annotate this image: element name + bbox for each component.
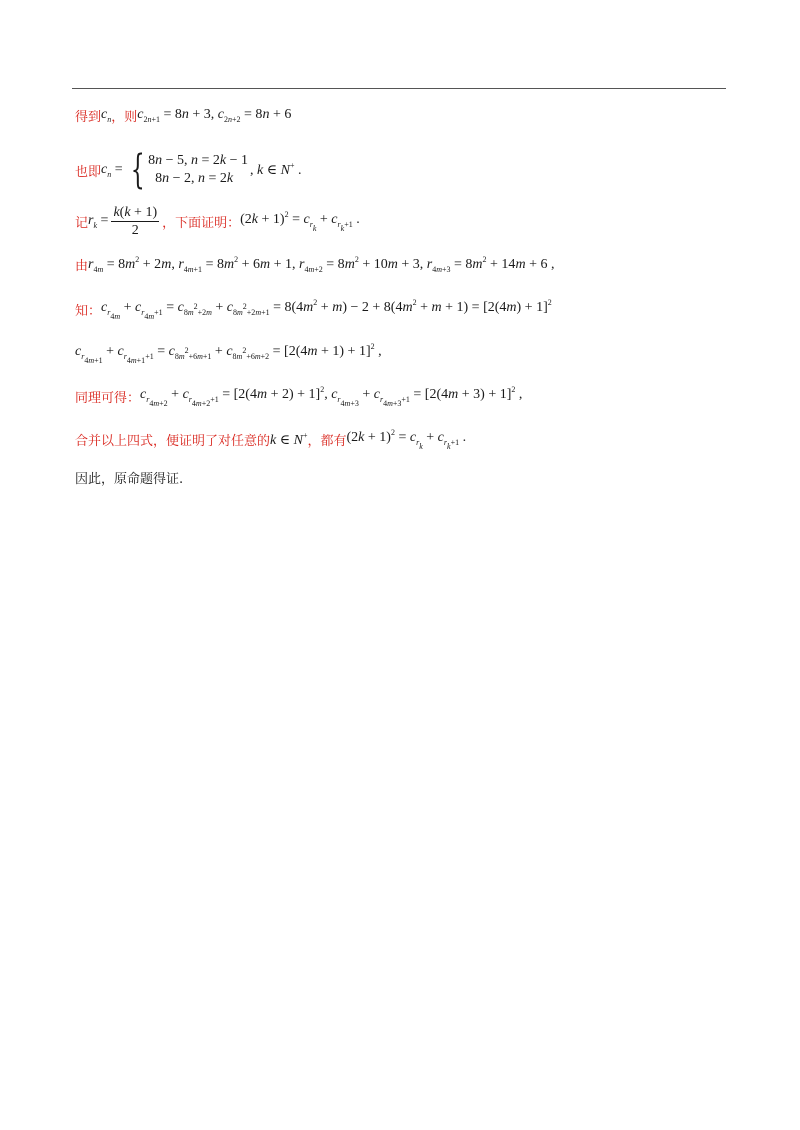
line-3-prefix: 记 <box>75 216 89 231</box>
formula-domain: , k ∈ N+ . <box>250 161 302 178</box>
line-5 <box>75 298 552 321</box>
line-2 <box>75 147 302 193</box>
line-4 <box>75 255 554 274</box>
line-8 <box>75 428 466 451</box>
formula-k-domain: k ∈ N+ <box>270 430 308 448</box>
line-9-text: 因此，原命题得证. <box>75 472 184 487</box>
line-3 <box>75 204 360 239</box>
line-8-prefix: 合并以上四式，便证明了对任意的 <box>75 434 271 449</box>
case-row: 8n − 5, n = 2k − 1 <box>148 153 249 168</box>
formula-sum-1: $c_{r_{4m}} + c_{r_{4m}+1} = c_{8m^2+2m} + c_{8m^2+2m+1} = 8(4m^2 + m) - 2 + 8(4m^2 + m + 1) = [2(4m) + 1]^2$ <box>101 298 552 321</box>
line-7 <box>75 385 522 408</box>
fraction: $\frac{k(k + 1)}{2}$ <box>113 205 158 238</box>
formula-claim: $(2k + 1)^2 = c_{r_k} + c_{r_k+1}$ . <box>240 210 360 233</box>
piecewise-cases <box>125 147 249 193</box>
line-5-prefix: 知： <box>75 304 102 319</box>
line-6 <box>75 342 382 365</box>
header-rule <box>72 88 726 89</box>
case-row: 8n − 2, n = 2k <box>148 171 234 186</box>
left-brace: { <box>130 147 145 193</box>
formula-cn-cases: $c_n$ = <box>101 161 123 179</box>
line-3-mid: ，下面证明： <box>162 216 241 231</box>
formula-r4m: $r_{4m} = 8m^2 + 2m$, $r_{4m+1} = 8m^2 + 6m + 1$, $r_{4m+2} = 8m^2 + 10m + 3$, $r_{4m+3} = 8m^2 + 14m + 6$ , <box>88 255 555 274</box>
formula-sum-3-4: $c_{r_{4m+2}} + c_{r_{4m+2}+1} = [2(4m + 2) + 1]^2$, $c_{r_{4m+3}} + c_{r_{4m+3}+1} = [2(4m + 3) + 1]^2$ , <box>140 385 523 408</box>
line-1 <box>75 106 291 125</box>
formula-c2n: $c_{2n+1} = 8n + 3$, $c_{2n+2} = 8n + 6$ <box>137 107 292 124</box>
line-1-mid: ，则 <box>111 110 138 125</box>
line-4-prefix: 由 <box>75 259 89 274</box>
formula-conclusion: $(2k + 1)^2 = c_{r_k} + c_{r_k+1}$ . <box>346 428 467 451</box>
line-9 <box>75 468 183 487</box>
line-2-prefix: 也即 <box>75 164 102 180</box>
line-7-prefix: 同理可得： <box>75 391 141 406</box>
formula-cn: $c_n$ <box>101 107 112 124</box>
formula-rk: $r_k$ = <box>88 213 109 230</box>
line-1-prefix: 得到 <box>75 110 102 125</box>
line-8-mid: ，都有 <box>307 434 347 449</box>
formula-sum-2: $c_{r_{4m+1}} + c_{r_{4m+1}+1} = c_{8m^2+6m+1} + c_{8m^2+6m+2} = [2(4m + 1) + 1]^2$ , <box>75 342 382 365</box>
